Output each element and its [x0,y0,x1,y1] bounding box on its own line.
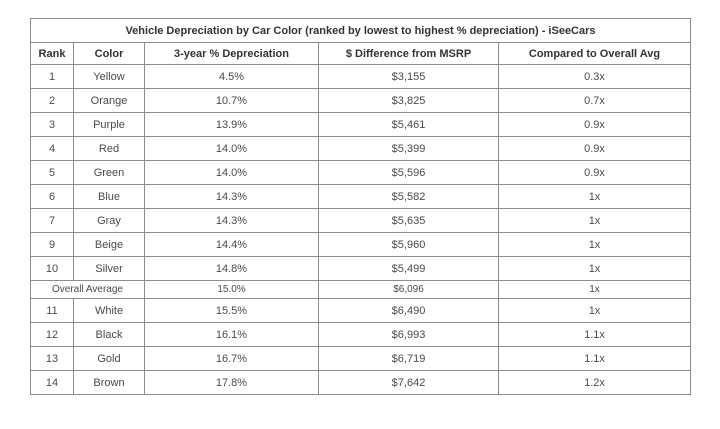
cell-compared-avg: 1x [499,299,691,323]
cell-rank: 12 [31,323,74,347]
cell-compared-avg: 1x [499,209,691,233]
cell-msrp-difference: $5,596 [319,161,499,185]
table-header-row [31,43,691,65]
cell-depreciation: 17.8% [145,371,319,395]
cell-compared-avg: 1x [499,185,691,209]
table-row [31,299,691,323]
cell-compared-avg: 0.9x [499,161,691,185]
cell-rank: 9 [31,233,74,257]
col-header-color: Color [74,43,145,65]
cell-color: Green [74,161,145,185]
cell-compared-avg: 1.2x [499,371,691,395]
cell-msrp-difference: $5,399 [319,137,499,161]
table-row [31,233,691,257]
cell-depreciation: 14.3% [145,185,319,209]
cell-depreciation: 13.9% [145,113,319,137]
cell-msrp-difference: $3,825 [319,89,499,113]
table-row [31,137,691,161]
cell-depreciation: 14.8% [145,257,319,281]
cell-msrp-difference: $7,642 [319,371,499,395]
col-header-msrp-difference: $ Difference from MSRP [319,43,499,65]
cell-rank: 4 [31,137,74,161]
cell-color: Gold [74,347,145,371]
cell-compared-avg: 0.3x [499,65,691,89]
cell-msrp-difference: $5,461 [319,113,499,137]
cell-rank: 14 [31,371,74,395]
cell-msrp-difference: $6,096 [319,281,499,299]
cell-depreciation: 15.5% [145,299,319,323]
cell-depreciation: 16.7% [145,347,319,371]
cell-compared-avg: 1x [499,257,691,281]
col-header-compared-avg: Compared to Overall Avg [499,43,691,65]
cell-msrp-difference: $3,155 [319,65,499,89]
cell-msrp-difference: $6,490 [319,299,499,323]
cell-rank: 7 [31,209,74,233]
depreciation-table [30,18,691,395]
cell-compared-avg: 1x [499,233,691,257]
table-row [31,65,691,89]
cell-msrp-difference: $5,582 [319,185,499,209]
cell-rank: 6 [31,185,74,209]
cell-depreciation: 14.0% [145,161,319,185]
cell-rank: 13 [31,347,74,371]
table-title-row [31,19,691,43]
col-header-depreciation: 3-year % Depreciation [145,43,319,65]
cell-color: Black [74,323,145,347]
cell-color: Brown [74,371,145,395]
table-row [31,185,691,209]
cell-depreciation: 16.1% [145,323,319,347]
cell-compared-avg: 1.1x [499,347,691,371]
overall-average-row [31,281,691,299]
cell-rank: 11 [31,299,74,323]
cell-msrp-difference: $6,993 [319,323,499,347]
cell-color: Silver [74,257,145,281]
cell-compared-avg: 1x [499,281,691,299]
table-row [31,209,691,233]
cell-rank: 1 [31,65,74,89]
cell-color: Beige [74,233,145,257]
cell-depreciation: 15.0% [145,281,319,299]
table-row [31,371,691,395]
cell-rank: 5 [31,161,74,185]
table-row [31,113,691,137]
table-row [31,323,691,347]
cell-color: Gray [74,209,145,233]
cell-depreciation: 10.7% [145,89,319,113]
cell-depreciation: 14.3% [145,209,319,233]
cell-rank: 2 [31,89,74,113]
cell-overall-label: Overall Average [31,281,145,299]
table-row [31,257,691,281]
cell-color: Blue [74,185,145,209]
cell-color: White [74,299,145,323]
cell-msrp-difference: $5,960 [319,233,499,257]
col-header-rank: Rank [31,43,74,65]
table-title: Vehicle Depreciation by Car Color (ranked by lowest to highest % depreciation) - iSeeCars [31,19,691,43]
cell-msrp-difference: $6,719 [319,347,499,371]
cell-depreciation: 14.4% [145,233,319,257]
cell-compared-avg: 0.7x [499,89,691,113]
cell-color: Yellow [74,65,145,89]
cell-depreciation: 4.5% [145,65,319,89]
cell-depreciation: 14.0% [145,137,319,161]
cell-compared-avg: 1.1x [499,323,691,347]
cell-msrp-difference: $5,635 [319,209,499,233]
cell-compared-avg: 0.9x [499,113,691,137]
cell-rank: 10 [31,257,74,281]
cell-color: Orange [74,89,145,113]
cell-rank: 3 [31,113,74,137]
table-row [31,347,691,371]
cell-color: Red [74,137,145,161]
cell-color: Purple [74,113,145,137]
table-row [31,89,691,113]
table-row [31,161,691,185]
cell-msrp-difference: $5,499 [319,257,499,281]
cell-compared-avg: 0.9x [499,137,691,161]
